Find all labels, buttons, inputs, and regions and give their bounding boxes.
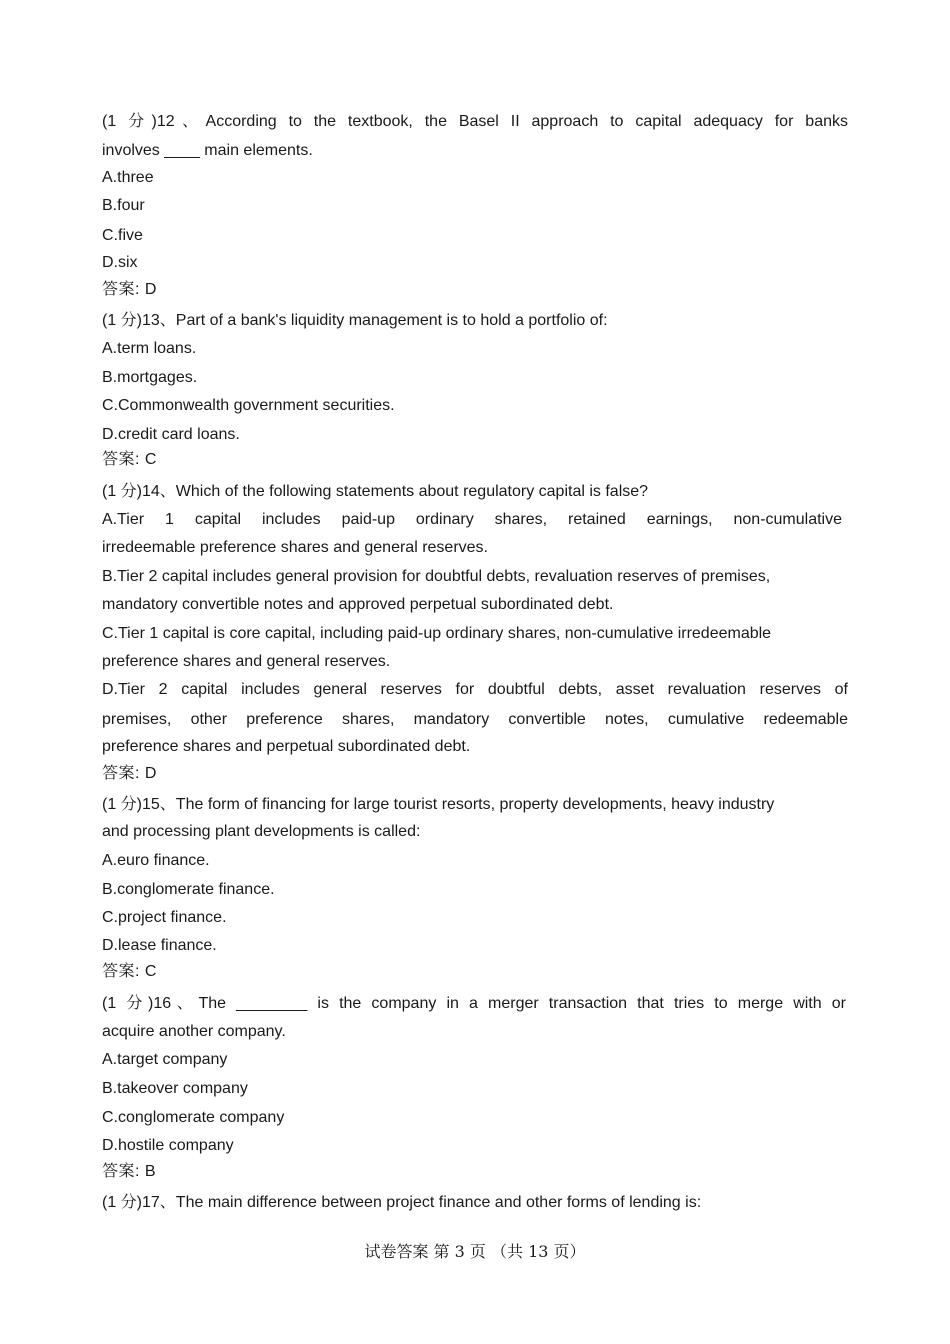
question-15-stem-line-1: (1 分)15、The form of financing for large tourist resorts, property developments, heavy industry	[102, 796, 775, 813]
question-13-stem: (1 分)13、Part of a bank's liquidity management is to hold a portfolio of:	[102, 312, 608, 329]
question-14-option-d-line-3: preference shares and perpetual subordinated debt.	[102, 738, 471, 755]
question-12-answer: 答案: D	[102, 281, 157, 298]
question-12-stem-line-1: (1 分)12、According to the textbook, the Basel II approach to capital adequacy for banks	[102, 113, 848, 130]
question-12-stem-line-2: involves ____ main elements.	[102, 142, 313, 159]
question-16-answer: 答案: B	[102, 1163, 157, 1180]
question-12-option-d: D.six	[102, 254, 138, 271]
question-13-option-d: D.credit card loans.	[102, 426, 240, 443]
page-footer: 试卷答案 第 3 页 （共 13 页）	[364, 1242, 586, 1261]
question-14-option-c-line-1: C.Tier 1 capital is core capital, including paid-up ordinary shares, non-cumulative irredeemable	[102, 625, 772, 642]
question-14-option-a-line-1: A.Tier 1 capital includes paid-up ordinary shares, retained earnings, non-cumulative	[102, 511, 842, 528]
question-16-stem-line-1: (1 分)16、The ________ is the company in a merger transaction that tries to merge with or	[102, 995, 846, 1012]
question-15-option-c: C.project finance.	[102, 909, 227, 926]
question-16-option-a: A.target company	[102, 1051, 228, 1068]
question-16-option-d: D.hostile company	[102, 1137, 234, 1154]
question-12-option-a: A.three	[102, 169, 154, 186]
question-12-option-c: C.five	[102, 227, 143, 244]
question-12-option-b: B.four	[102, 197, 145, 214]
question-17-stem: (1 分)17、The main difference between project finance and other forms of lending is:	[102, 1194, 702, 1211]
question-14-answer: 答案: D	[102, 765, 157, 782]
question-16-option-c: C.conglomerate company	[102, 1109, 285, 1126]
question-14-option-c-line-2: preference shares and general reserves.	[102, 653, 391, 670]
question-16-stem-line-2: acquire another company.	[102, 1023, 286, 1040]
question-14-option-a-line-2: irredeemable preference shares and general reserves.	[102, 539, 488, 556]
question-13-option-b: B.mortgages.	[102, 369, 198, 386]
question-15-stem-line-2: and processing plant developments is called:	[102, 823, 421, 840]
question-13-option-c: C.Commonwealth government securities.	[102, 397, 395, 414]
question-13-answer: 答案: C	[102, 451, 157, 468]
question-13-option-a: A.term loans.	[102, 340, 197, 357]
question-14-option-b-line-2: mandatory convertible notes and approved perpetual subordinated debt.	[102, 596, 614, 613]
question-15-answer: 答案: C	[102, 963, 157, 980]
question-15-option-a: A.euro finance.	[102, 852, 210, 869]
question-14-stem: (1 分)14、Which of the following statements about regulatory capital is false?	[102, 483, 649, 500]
question-15-option-b: B.conglomerate finance.	[102, 881, 275, 898]
question-15-option-d: D.lease finance.	[102, 937, 217, 954]
question-14-option-d-line-1: D.Tier 2 capital includes general reserves for doubtful debts, asset revaluation reserves of	[102, 681, 848, 698]
question-14-option-b-line-1: B.Tier 2 capital includes general provision for doubtful debts, revaluation reserves of premises,	[102, 568, 771, 585]
question-16-option-b: B.takeover company	[102, 1080, 248, 1097]
question-14-option-d-line-2: premises, other preference shares, mandatory convertible notes, cumulative redeemable	[102, 711, 848, 728]
